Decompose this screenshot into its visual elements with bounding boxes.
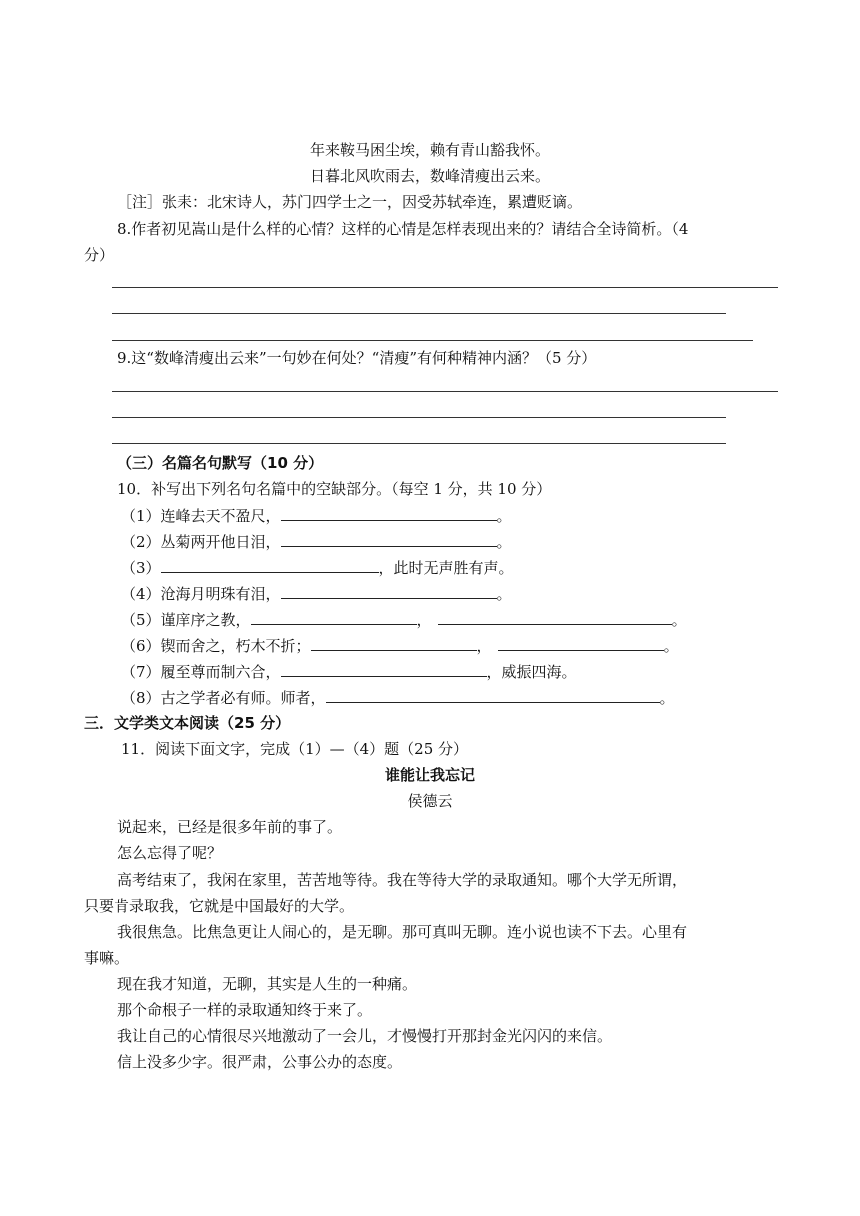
fill-item-2: （2）丛菊两开他日泪， 。 (121, 533, 512, 551)
fill-blank[interactable] (251, 609, 417, 625)
article-paragraph: 现在我才知道，无聊，其实是人生的一种痛。 (117, 975, 418, 993)
fill-blank[interactable] (281, 505, 497, 521)
poem-line-2: 日暮北风吹雨去，数峰清瘦出云来。 (309, 167, 550, 185)
fill-item-8: （8）古之学者必有师。师者， 。 (121, 689, 675, 707)
answer-line[interactable] (112, 287, 778, 288)
fill-blank[interactable] (161, 557, 379, 573)
answer-line[interactable] (112, 313, 726, 314)
section-title-famous-lines: （三）名篇名句默写（10 分） (117, 454, 324, 472)
article-paragraph-continued: 只要肯录取我，它就是中国最好的大学。 (84, 897, 355, 915)
answer-line[interactable] (112, 391, 778, 392)
article-title: 谁能让我忘记 (384, 766, 475, 784)
fill-item-6: （6）锲而舍之，朽木不折； ， 。 (121, 637, 679, 655)
fill-blank[interactable] (281, 661, 487, 677)
question-11: 11．阅读下面文字，完成（1）—（4）题（25 分） (121, 740, 469, 758)
article-paragraph-continued: 事嘛。 (84, 949, 130, 967)
section-title-literature: 三．文学类文本阅读（25 分） (84, 714, 291, 732)
question-10: 10．补写出下列名句名篇中的空缺部分。（每空 1 分，共 10 分） (117, 480, 552, 498)
question-8: 8.作者初见嵩山是什么样的心情？这样的心情是怎样表现出来的？请结合全诗简析。（4 (117, 220, 689, 238)
fill-blank[interactable] (326, 687, 660, 703)
article-paragraph: 我让自己的心情很尽兴地激动了一会儿，才慢慢打开那封金光闪闪的来信。 (117, 1027, 613, 1045)
fill-item-3: （3） ，此时无声胜有声。 (121, 559, 514, 577)
poem-note: ［注］张耒：北宋诗人，苏门四学士之一，因受苏轼牵连，累遭贬谪。 (117, 193, 583, 211)
fill-item-5: （5）谨庠序之教， ， 。 (121, 611, 687, 629)
answer-line[interactable] (112, 340, 753, 341)
fill-blank[interactable] (498, 635, 664, 651)
poem-line-1: 年来鞍马困尘埃，赖有青山豁我怀。 (309, 141, 550, 159)
article-paragraph: 信上没多少字。很严肃，公事公办的态度。 (117, 1053, 403, 1071)
article-paragraph: 说起来，已经是很多年前的事了。 (117, 818, 343, 836)
fill-item-1: （1）连峰去天不盈尺， 。 (121, 507, 512, 525)
question-8-continued: 分） (84, 246, 115, 264)
article-paragraph: 怎么忘得了呢？ (117, 844, 223, 862)
fill-blank[interactable] (281, 583, 497, 599)
fill-blank[interactable] (281, 531, 497, 547)
article-paragraph: 高考结束了，我闲在家里，苦苦地等待。我在等待大学的录取通知。哪个大学无所谓， (117, 871, 688, 889)
answer-line[interactable] (112, 417, 726, 418)
article-paragraph: 我很焦急。比焦急更让人闹心的，是无聊。那可真叫无聊。连小说也读不下去。心里有 (117, 923, 688, 941)
fill-blank[interactable] (438, 609, 672, 625)
question-9: 9.这“数峰清瘦出云来”一句妙在何处？“清瘦”有何种精神内涵？（5 分） (117, 349, 597, 367)
fill-item-7: （7）履至尊而制六合， ，威振四海。 (121, 663, 577, 681)
answer-line[interactable] (112, 443, 726, 444)
article-paragraph: 那个命根子一样的录取通知终于来了。 (117, 1001, 373, 1019)
article-author: 侯德云 (407, 792, 453, 810)
fill-blank[interactable] (311, 635, 477, 651)
fill-item-4: （4）沧海月明珠有泪， 。 (121, 585, 512, 603)
